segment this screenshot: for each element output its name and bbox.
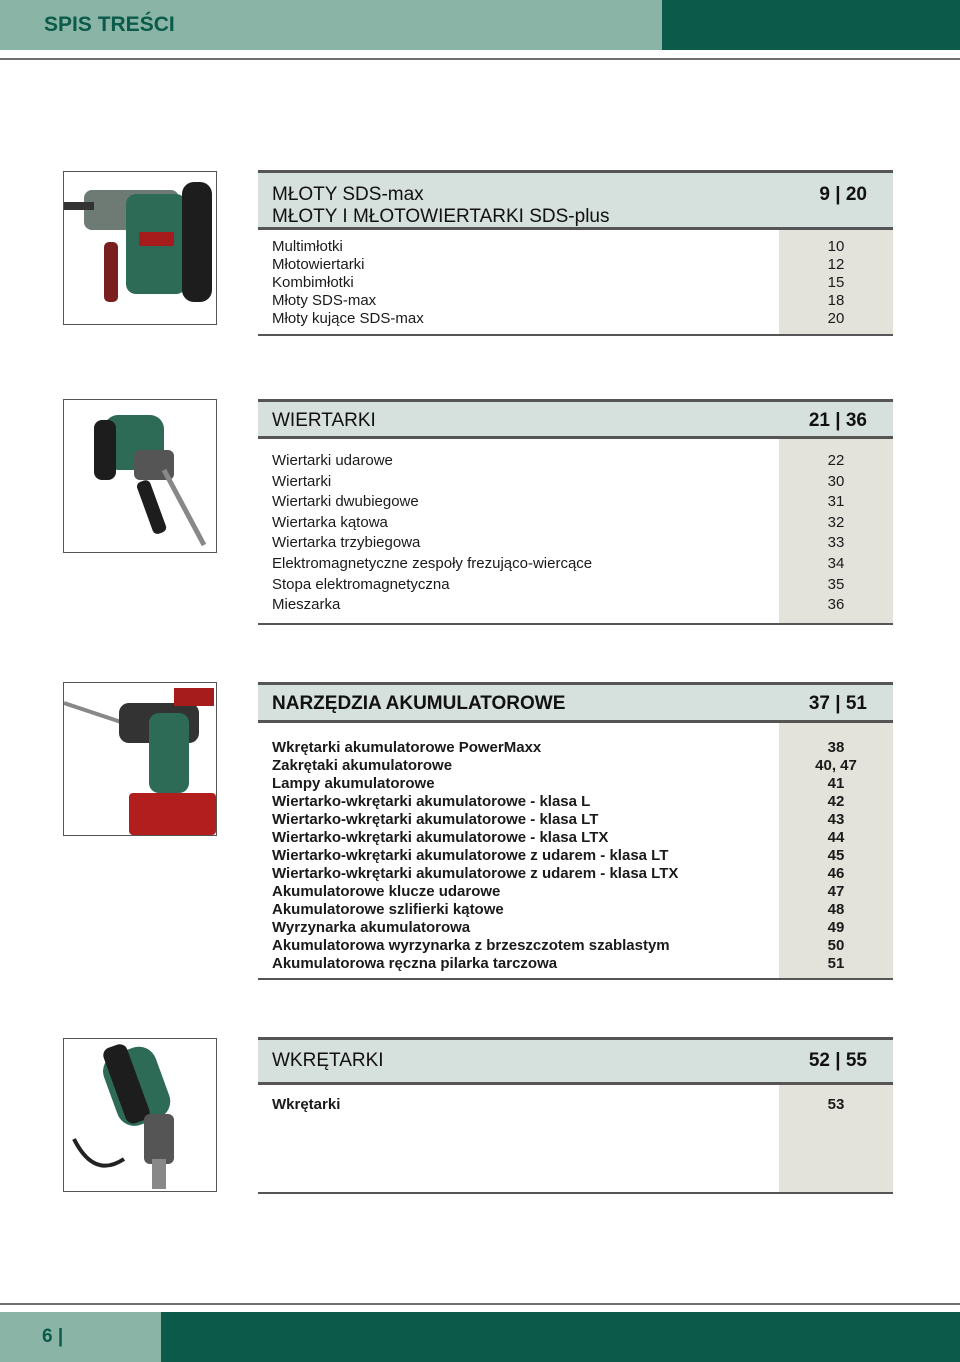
section-body <box>258 230 893 336</box>
list-item[interactable]: Stopa elektromagnetyczna 35 <box>272 575 845 593</box>
list-item[interactable]: Wiertarko-wkrętarki akumulatorowe - klasa LT 43 <box>272 811 845 828</box>
section-hammers <box>258 170 893 336</box>
list-item[interactable]: Wiertarko-wkrętarki akumulatorowe - klasa L 42 <box>272 793 845 810</box>
header-accent <box>662 0 960 50</box>
section-page-range: 52 | 55 <box>808 1050 867 1071</box>
list-item[interactable]: Akumulatorowe szlifierki kątowe 48 <box>272 901 845 918</box>
page-number: 6 | <box>42 1326 64 1347</box>
list-item[interactable]: Kombimłotki 15 <box>272 274 845 291</box>
list-item[interactable]: Akumulatorowe klucze udarowe 47 <box>272 883 845 900</box>
list-item[interactable]: Mieszarka 36 <box>272 596 845 614</box>
section-header <box>258 1037 893 1085</box>
list-item[interactable]: Młoty SDS-max 18 <box>272 292 845 309</box>
sds-hammer-drill-icon <box>63 171 217 325</box>
list-item[interactable]: Wiertarki udarowe 22 <box>272 452 845 469</box>
section-title: WIERTARKI <box>272 410 376 431</box>
list-item[interactable]: Wiertarko-wkrętarki akumulatorowe z udarem - klasa LTX 46 <box>272 865 845 882</box>
section-title: WKRĘTARKI <box>272 1050 384 1071</box>
list-item[interactable]: Wiertarka kątowa 32 <box>272 513 845 531</box>
list-item[interactable]: Wiertarko-wkrętarki akumulatorowe z udarem - klasa LT 45 <box>272 847 845 864</box>
section-body <box>258 439 893 625</box>
list-item[interactable]: Lampy akumulatorowe 41 <box>272 775 845 792</box>
header-divider <box>0 58 960 60</box>
list-item[interactable]: Elektromagnetyczne zespoły frezująco-wiercące 34 <box>272 554 845 572</box>
section-title: NARZĘDZIA AKUMULATOROWE <box>272 693 566 714</box>
list-item[interactable]: Akumulatorowa wyrzynarka z brzeszczotem szablastym 50 <box>272 937 845 954</box>
section-page-range: 21 | 36 <box>808 410 867 431</box>
list-item[interactable]: Wkrętarki akumulatorowe PowerMaxx 38 <box>272 739 845 756</box>
list-item[interactable]: Wiertarki 30 <box>272 472 845 490</box>
impact-drill-icon <box>63 399 217 553</box>
screwdriver-icon <box>63 1038 217 1192</box>
list-item[interactable]: Multimłotki 10 <box>272 238 845 255</box>
section-body <box>258 723 893 980</box>
list-item[interactable]: Akumulatorowa ręczna pilarka tarczowa 51 <box>272 955 845 972</box>
list-item[interactable]: Młoty kujące SDS-max 20 <box>272 310 845 327</box>
section-cordless-tools <box>258 682 893 980</box>
section-drills <box>258 399 893 625</box>
footer-accent <box>161 1312 960 1362</box>
list-item[interactable]: Wyrzynarka akumulatorowa 49 <box>272 919 845 936</box>
cordless-drill-icon <box>63 682 217 836</box>
list-item[interactable]: Wiertarki dwubiegowe 31 <box>272 493 845 511</box>
footer-divider <box>0 1303 960 1305</box>
section-header <box>258 170 893 230</box>
list-item[interactable]: Młotowiertarki 12 <box>272 256 845 273</box>
section-page-range: 37 | 51 <box>808 693 867 714</box>
section-screwdrivers <box>258 1037 893 1194</box>
section-title: MŁOTY SDS-max MŁOTY I MŁOTOWIERTARKI SDS-plus <box>272 184 610 227</box>
list-item[interactable]: Wiertarko-wkrętarki akumulatorowe - klasa LTX 44 <box>272 829 845 846</box>
section-body <box>258 1085 893 1194</box>
section-header <box>258 682 893 723</box>
list-item[interactable]: Zakrętaki akumulatorowe 40, 47 <box>272 757 857 774</box>
page-title: SPIS TREŚCI <box>44 13 175 36</box>
section-page-range: 9 | 20 <box>819 184 867 205</box>
list-item[interactable]: Wkrętarki 53 <box>272 1096 845 1113</box>
section-header <box>258 399 893 439</box>
footer-bar <box>0 1312 161 1362</box>
list-item[interactable]: Wiertarka trzybiegowa 33 <box>272 534 845 552</box>
